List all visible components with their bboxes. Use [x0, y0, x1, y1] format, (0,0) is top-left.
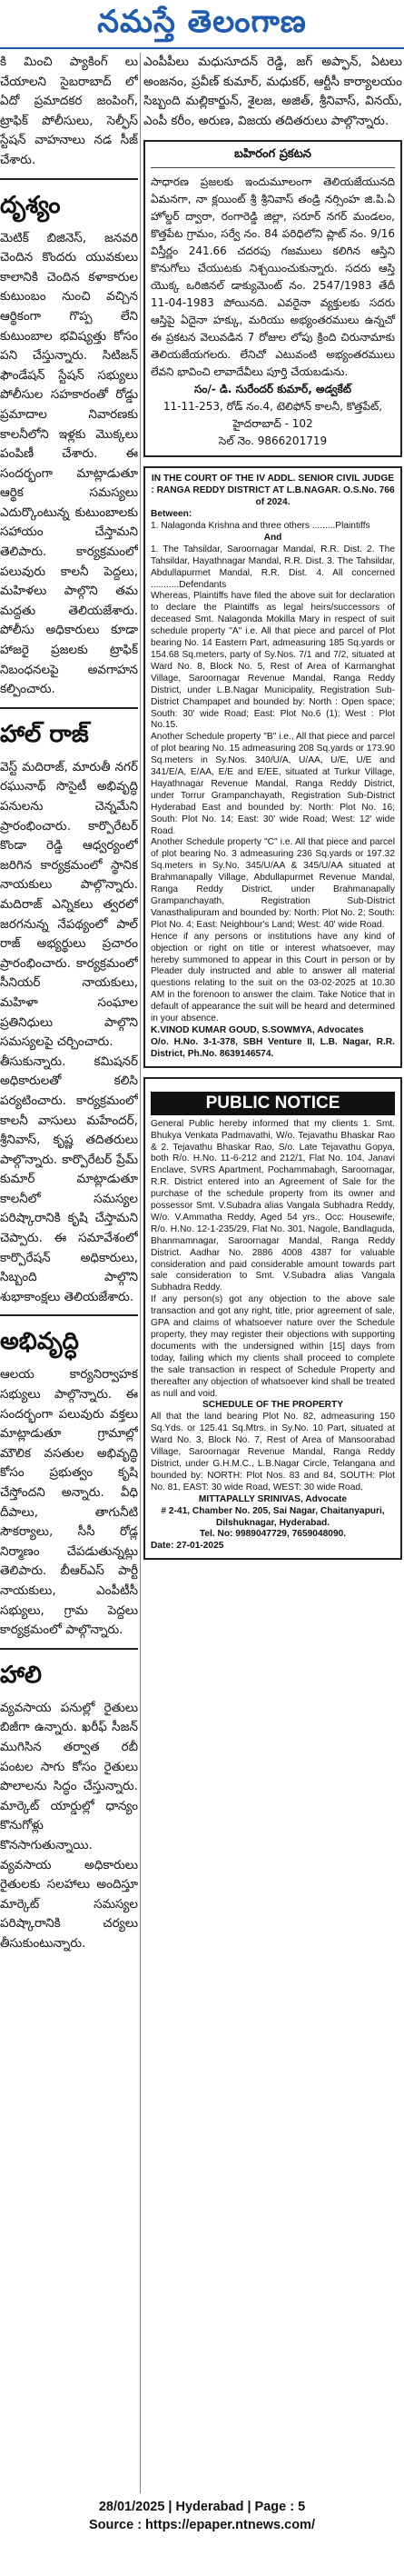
notice-advocate: MITTAPALLY SRINIVAS, Advocate [198, 1493, 348, 1504]
ad-phone: సెల్ నెం. 9866201719 [218, 434, 328, 448]
notice-date: Date: 27-01-2025 [151, 1541, 224, 1552]
court-advocate: K.VINOD KUMAR GOUD, S.SOWMYA, Advocates [151, 1024, 364, 1035]
ad-heading: బహిరంగ ప్రకటన [151, 147, 395, 168]
column-rule [0, 178, 138, 180]
court-and: And [263, 532, 282, 543]
column-rule [0, 1648, 138, 1650]
telugu-public-ad [143, 140, 402, 457]
newspaper-title: నమస్తే తెలంగాణ [97, 4, 307, 40]
court-body: Another Schedule property "C" i.e. All that piece and parcel of plot bearing No. 3 admeasuring 236 Sq.yards or 197.32 Sq.meters in Sy.No. 345/U/AA & 345/U/AA situated at Brahmanapally Village, Abdullapurmet Revenue Mandal, Ranga Reddy District, under Brahmanapally Grampanchayath, Registration Sub-District Vanasthalipuram and bounded by: North: Plot No. 2; South: Plot No. 4; East: Neighbour's Land; West: 40' wide Road. [151, 837, 395, 930]
article-headline: దృశ్యం [0, 191, 61, 219]
ad-signature: సం/- డి. సురేందర్ కుమార్, అడ్వకేట్ [193, 383, 352, 396]
article-paragraph: తీసుకున్నారు. కమిషనర్ అధికారులతో కలిసి పర్యటించారు. కార్యక్రమంలో కాలనీ వాసులు మహేందర్, శ్రీనివాస్, కృష్ణ తదితరులు పాల్గొన్నారు. కార్పొరేటర్ ప్రేమ్ కుమార్ మాట్లాడుతూ కాలనీలో సమస్యల పరిష్కారానికి కృషి చేస్తామని చెప్పారు. ఈ సమావేశంలో కార్పొరేషన్ అధికారులు, సిబ్బంది పాల్గొని శుభాకాంక్షలు తెలియజేశారు. [0, 1053, 138, 1304]
court-body: Hence if any persons or institutions have any kind of objection or right on title or interest whatsoever, may hereby summoned to appear in this Court in person or by Pleader duly instructed and able to answer all material questions relating to the suit on the 03-02-2025 at 10.30 AM in the forenoon to answer the claim. Take Notice that in default of appearance the suit will be heard and determined in your absence. [151, 931, 395, 1024]
article-headline: హాల్ రాజ్ [0, 720, 89, 748]
notice-body: If any person(s) got any objection to the above sale transaction and got any right, title, prior agreement of sale, GPA and claims of whatsoever nature over the Schedule property, they may register their objections with supporting documents with the undersigned within [15] days from today, failing which my clients shall proceed to complete the sale transaction in respect of Schedule Property and thereafter any objection of whatsoever kind shall be treated as null and void. [151, 1294, 395, 1399]
notice-address: # 2-41, Chamber No. 205, Sai Nagar, Chaitanyapuri, Dilshuknagar, Hyderabad. [161, 1505, 385, 1528]
court-plaintiff: 1. Nalagonda Krishna and three others .........Plaintiffs [151, 521, 370, 531]
public-notice [143, 1077, 402, 1561]
page-footer [0, 2498, 404, 2576]
notice-phone: Tel. No: 9989047729, 7659048090. [199, 1529, 347, 1540]
article-paragraph: ఎంపీపీలు మధుసూదన్ రెడ్డి, జగ్ అప్ఫాన్, ఏటలు అంజనం, ప్రవీణ్ కుమార్, మధుకర్, ఆర్టీసీ కార్యాలయం సిబ్బంది మల్లికార్జున్, శైలజ, అజిత్, శ్రీనివాస్, వినయ్, ఎంపీ కరీం, అరుణ, విజయ తదితరులు పాల్గొన్నారు. [143, 55, 402, 128]
article-paragraph: కి మించి ప్యాకింగ్ లు చేయాలని సైబరాబాద్ లో ఏదో ప్రమాదకర జంపింగ్, ట్రాఫిక్ పోలీసులు, సెల్ఫీస్ స్టేషన్ వాహనాలు నడ సీజ్ చేశారు. [0, 55, 138, 167]
ad-address: 11-11-253, రోడ్ నం.4, టెలిఫోన్ కాలనీ, కొత్తపేట్, హైదరాబాద్ - 102 [163, 400, 383, 431]
masthead [0, 0, 404, 49]
source-link[interactable]: Source : https://epaper.ntnews.com/ [89, 2518, 315, 2532]
article-paragraph: మెటిక్ బిజినెస్, జనవరి చెందిన కొందరు యువకులు కాలానికి చెందిన కళాకారుల కుటుంబం నుంచి వచ్చిన ఆర్థికంగా గొప్ప లేని కుటుంబాల భవిష్యత్తు కోసం పని చేస్తున్నారు. సిటిజన్ ఫౌండేషన్ స్టేషన్ సభ్యులు పోలీసుల సహకారంతో రోడ్డు ప్రమాదాల నివారణకు కాలనీలోని ఇళ్లకు మొక్కలు పంపిణీ చేశారు. ఈ సందర్భంగా మాట్లాడుతూ ఆర్థిక సమస్యలు ఎదుర్కొంటున్న కుటుంబాలకు సహాయం చేస్తామని తెలిపారు. కార్యక్రమంలో పలువురు కాలనీ పెద్దలు, మహిళలు పాల్గొని తమ మద్దతు తెలియజేశారు. పోలీసు అధికారులు కూడా హాజరై ప్రజలకు ట్రాఫిక్ నిబంధనలపై అవగాహన కల్పించారు. [0, 230, 138, 697]
public-notice-heading: PUBLIC NOTICE [151, 1092, 395, 1115]
schedule-heading: SCHEDULE OF THE PROPERTY [202, 1400, 344, 1411]
court-body: Whereas, Plaintiffs have filed the above suit for declaration to declare the Plaintiffs as legal heirs/successors of deceased Smt. Nalagonda Mokilla Mary in respect of suit schedule property "A" i.e. All that piece and parcel of Plot bearing No. 14 Eastern Part, admeasuring 185 Sq.yards or 154.68 Sq.meters, party of Sy.Nos. 7/1 and 7/2, situated at Ward No. 8, Block No. 5, Rest of Area of Karmanghat Village, Saroornagar Revenue Mandal, Ranga Reddy District, under L.B.Nagar Municipality, Registration Sub-District Champapet and bounded by: North : Open space; South: 30' wide Road; East: Plot No.6 (1); West : Plot No.15. [151, 591, 395, 731]
left-column [0, 53, 138, 2493]
column-rule [0, 1314, 138, 1316]
column-divider [140, 53, 141, 2493]
court-defendants: 1. The Tahsildar, Saroornagar Mandal, R.R. Dist. 2. The Tahsildar, Hayathnagar Mandal, R.R. Dist. 3. The Tahsildar, Abdullapurmet Mandal, R.R. Dist. 4. All concerned ...........Defendants [151, 544, 395, 590]
right-column [143, 53, 402, 2493]
ad-body: సాధారణ ప్రజలకు ఇందుమూలంగా తెలియజేయునది ఏమనగా, నా క్లయింట్ శ్రీ శ్రీనివాస్ తండ్రి నర్సింహ జి.పి.ఏ హోల్డర్ ద్వారా, రంగారెడ్డి జిల్లా, సరూర్ నగర్ మండలం, కొత్తపేట గ్రామం, సర్వే నం. 84 పరిధిలోని ప్లాట్ నం. 9/16 విస్తీర్ణం 241.66 చదరపు గజములు కలిగిన ఆస్తిని కొనుగోలు చేయుటకు నిశ్చయించుకున్నారు. సదరు ఆస్తి యొక్క ఒరిజినల్ డాక్యుమెంట్ నం. 2547/1983 తేదీ 11-04-1983 పోయినది. ఎవరైనా వ్యక్తులకు సదరు ఆస్తిపై ఏదైనా హక్కు, మరియు అభ్యంతరములు ఉన్నచో ఈ ప్రకటన వెలువడిన 7 రోజుల లోపు క్రింది చిరునామాకు తెలియజేయగలరు. లేనిచో ఎటువంటి అభ్యంతరములు లేవని భావించి లావాదేవీలు పూర్తి చేయబడును. [151, 175, 395, 379]
court-between: Between: [151, 509, 192, 520]
column-rule [0, 707, 138, 709]
page-info: 28/01/2025 | Hyderabad | Page : 5 [98, 2500, 306, 2514]
court-body: Another Schedule property "B" i.e., All that piece and parcel of plot bearing No. 15 admeasuring 208 Sq.yards or 173.90 Sq.meters in Sy.Nos. 340/U/A, U/AA, U/E, U/E and 341/E/A, E/AA, E/E and E/EE, situated at Turkur Village, Hayathnagar Revenue Mandal, Ranga Reddy District, under Torrur Grampanchayath, Registration Sub-District Hyderabad East and bounded by: North: Plot No. 16; South: Plot No. 14; East: 30' wide Road; West: 12' wide Road. [151, 732, 395, 836]
court-heading: IN THE COURT OF THE IV ADDL. SENIOR CIVIL JUDGE : RANGA REDDY DISTRICT AT L.B.NAGAR. O.S.No. 766 of 2024. [151, 474, 395, 508]
article-paragraph: వ్యవసాయ పనుల్లో రైతులు బిజీగా ఉన్నారు. ఖరీఫ్ సీజన్ ముగిసిన తర్వాత రబీ పంటల సాగు కోసం రైతులు పొలాలను సిద్ధం చేస్తున్నారు. మార్కెట్ యార్డుల్లో ధాన్యం కొనుగోళ్లు కొనసాగుతున్నాయి. వ్యవసాయ అధికారులు రైతులకు సలహాలు అందిస్తూ మార్కెట్ సమస్యల పరిష్కారానికి చర్యలు తీసుకుంటున్నారు. [0, 1700, 138, 1951]
article-paragraph: వెస్ట్ మదిరాజ్, మారుతీ నగర్ రఘునాథ్ సొసైటీ అభివృద్ధి పనులను చెన్నమేని ప్రారంభించారు. కార్పొరేటర్ కొండా రెడ్డి ఆధ్వర్యంలో జరిగిన కార్యక్రమంలో స్థానిక నాయకులు పాల్గొన్నారు. మదిరాజ్ ఎన్నికలు త్వరలో జరగనున్న నేపథ్యంలో పాల్ రాజ్ అభ్యర్థులు ప్రచారం ప్రారంభించారు. కార్యక్రమంలో సీనియర్ నాయకులు, మహిళా సంఘాల ప్రతినిధులు పాల్గొని సమస్యలపై చర్చించారు. [0, 759, 138, 1050]
court-address: O/o. H.No. 3-1-378, SBH Venture II, L.B. Nagar, R.R. District, Ph.No. 8639146574. [151, 1036, 395, 1059]
notice-body: General Public hereby informed that my clients 1. Smt. Bhukya Venkata Padmavathi, W/o. Tejavathu Bhaskar Rao & 2. Tejavathu Bhaskar Rao, S/o. Late Tejavathu Gopya, both R/o. H.No. 11-6-212 and 212/1, Flat No. 104, Janavi Enclave, SVRS Apartment, Pochammabagh, Saroornagar, R.R. District entered into an Agreement of Sale for the purchase of the schedule property from its owner and possessor Smt. V.Subadra alias Vangala Subhadra Reddy, W/o. V.Ammatha Reddy, Aged 54 yrs., Occ: Housewife, R/o. H.No. 12-1-235/29, Flat No. 301, Nagole, Bandlaguda, Bhanmamnagar, Saroornagar Mandal, Ranga Reddy District. Aadhar No. 2886 4008 4387 for valuable consideration and paid considerable amount towards part sale consideration to Smt. V.Subadra alias Vangala Subhadra Reddy. [151, 1118, 395, 1293]
article-headline: హాలి [0, 1661, 42, 1689]
article-paragraph: ఆలయ కార్యనిర్వాహక సభ్యులు పాల్గొన్నారు. ఈ సందర్భంగా పలువురు వక్తలు మాట్లాడుతూ గ్రామాల్లో మౌలిక వసతుల అభివృద్ధి కోసం ప్రభుత్వం కృషి చేస్తోందని అన్నారు. వీధి దీపాలు, తాగునీటి సౌకర్యాలు, సీసీ రోడ్ల నిర్మాణం చేపడుతున్నట్లు తెలిపారు. బీఆర్ఎస్ పార్టీ నాయకులు, ఎంపీటీసీ సభ్యులు, గ్రామ పెద్దలు కార్యక్రమంలో పాల్గొన్నారు. [0, 1367, 138, 1638]
schedule-body: All that the land bearing Plot No. 82, admeasuring 150 Sq.Yds. or 125.41 Sq.Mtrs. in Sy.No. 10 Part, situated at Ward No. 3, Block No. 7, Rest of Area of Mansoorabad Village, Saroornagar Revenue Mandal, Ranga Reddy District, under G.H.M.C., L.B.Nagar Circle, Telangana and bounded by: NORTH: Plot Nos. 83 and 84, SOUTH: Plot No. 81, EAST: 30 wide Road, WEST: 30 wide Road. [151, 1412, 395, 1493]
court-notice [143, 466, 402, 1067]
article-headline: అభివృద్ధి [0, 1328, 79, 1356]
